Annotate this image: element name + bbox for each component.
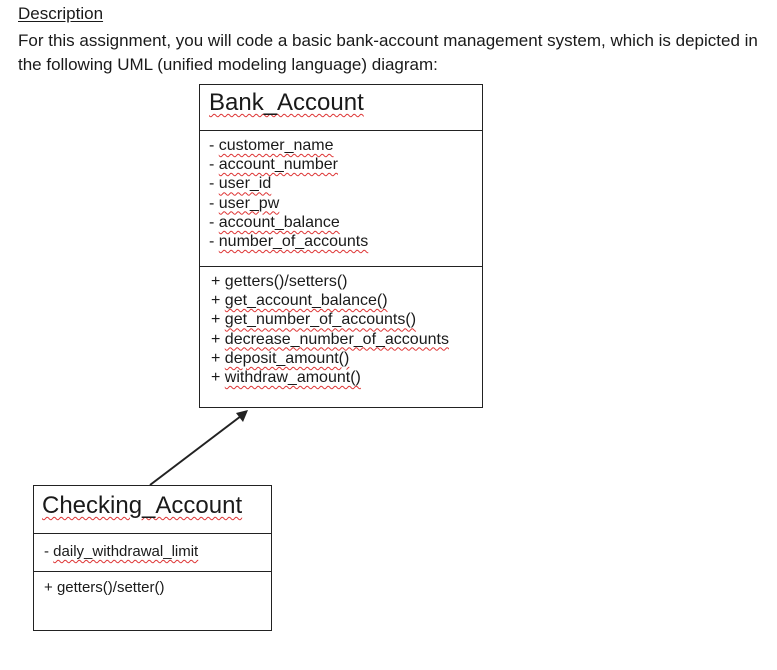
bank-account-attribute: - user_id bbox=[209, 175, 272, 193]
bank-account-operation: + decrease_number_of_accounts bbox=[211, 330, 449, 348]
bank-account-attribute: - number_of_accounts bbox=[209, 233, 369, 251]
bank-account-attribute: - user_pw bbox=[209, 194, 280, 212]
bank-account-attribute: - account_balance bbox=[209, 213, 340, 231]
bank-account-operation: + deposit_amount() bbox=[211, 349, 350, 367]
checking-account-attribute: - daily_withdrawal_limit bbox=[44, 543, 199, 560]
checking-account-operation: + getters()/setter() bbox=[44, 579, 165, 596]
bank-account-operation: + get_number_of_accounts() bbox=[211, 311, 417, 329]
checking-account-class-name-text: Checking_Account bbox=[42, 492, 243, 519]
bank-account-operation: + getters()/setters() bbox=[211, 273, 348, 290]
description-text: For this assignment, you will code a basic bank-account management system, which is depicted in the following UML (unified modeling language) diagram: bbox=[18, 31, 758, 74]
inheritance-arrow-line bbox=[150, 416, 241, 485]
bank-account-attribute: - customer_name bbox=[209, 137, 334, 154]
bank-account-class-name-text: Bank_Account bbox=[209, 89, 364, 116]
inheritance-arrow-head bbox=[236, 410, 248, 422]
bank-account-attribute: - account_number bbox=[209, 156, 338, 174]
bank-account-operation: + withdraw_amount() bbox=[211, 369, 361, 387]
bank-account-operation: + get_account_balance() bbox=[211, 292, 388, 310]
description-heading: Description bbox=[18, 4, 104, 23]
